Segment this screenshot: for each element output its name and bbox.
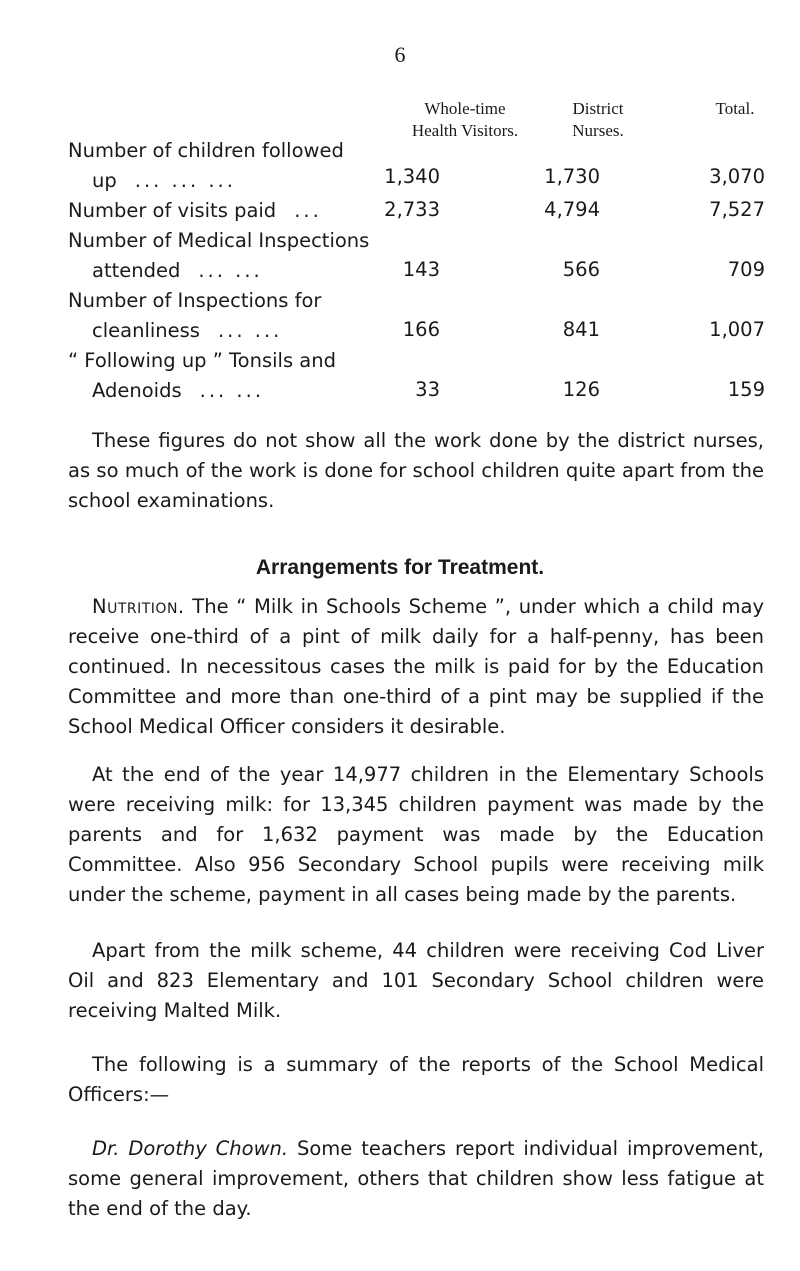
row-label-line: Number of Inspections for bbox=[68, 289, 322, 312]
column-header-line: Health Visitors. bbox=[411, 121, 519, 140]
column-header-line: Whole-time bbox=[424, 99, 506, 118]
table-row-label bbox=[68, 286, 321, 346]
table-cell: 1,730 bbox=[544, 165, 600, 188]
table-cell: 841 bbox=[562, 318, 600, 341]
row-label-line: “ Following up ” Tonsils and bbox=[68, 349, 336, 372]
report-author: Dr. Dorothy Chown. bbox=[92, 1137, 289, 1160]
nutrition-paragraph bbox=[68, 592, 764, 742]
table-cell: 143 bbox=[402, 258, 440, 281]
nutrition-text: The “ Milk in Schools Scheme ”, under which a child may receive one-third of a pint of milk daily for a half-penny, has been continued. In necessitous cases the milk is paid for by the Education Committee and more than one-third of a pint may be supplied if the School Medical Officer considers it desirable. bbox=[68, 595, 764, 738]
table-row-label bbox=[68, 136, 344, 196]
cod-liver-oil-paragraph: Apart from the milk scheme, 44 children were receiving Cod Liver Oil and 823 Elementary and 101 Secondary School children were receiving Malted Milk. bbox=[68, 939, 764, 1022]
nutrition-lead: Nutrition. bbox=[92, 595, 185, 618]
row-label-line: Adenoids ... ... bbox=[92, 379, 265, 402]
table-cell: 2,733 bbox=[384, 198, 440, 221]
summary-intro-paragraph: The following is a summary of the reports of the School Medical Officers:— bbox=[68, 1053, 764, 1106]
row-label-line: Number of visits paid ... bbox=[68, 199, 322, 222]
row-label-line: attended ... ... bbox=[92, 259, 263, 282]
row-label-line: up ... ... ... bbox=[92, 169, 236, 192]
row-label-line: Number of children followed bbox=[68, 139, 344, 162]
section-heading: Arrangements for Treatment. bbox=[255, 556, 545, 579]
column-header-line: District bbox=[572, 99, 624, 118]
column-header-line: Nurses. bbox=[572, 121, 624, 140]
table-row-label bbox=[68, 226, 369, 286]
milk-paragraph: At the end of the year 14,977 children in the Elementary Schools were receiving milk: for 13,345 children payment was made by the parents and for 1,632 payment was made by the Education Committee. Also 956 Secondary School pupils were receiving milk under the scheme, payment in all cases being made by the parents. bbox=[68, 763, 764, 906]
column-header-line: Total. bbox=[715, 99, 755, 118]
page-number: 6 bbox=[394, 42, 406, 67]
table-cell: 709 bbox=[727, 258, 765, 281]
column-header-district-nurses bbox=[548, 98, 648, 142]
column-header-total bbox=[700, 98, 770, 120]
report-paragraph bbox=[68, 1134, 764, 1224]
report-text: Some teachers report individual improvement, some general improvement, others that children show less fatigue at the end of the day. bbox=[68, 1137, 764, 1220]
table-cell: 1,007 bbox=[709, 318, 765, 341]
table-cell: 1,340 bbox=[384, 165, 440, 188]
table-cell: 166 bbox=[402, 318, 440, 341]
table-row-label bbox=[68, 196, 322, 226]
table-cell: 566 bbox=[562, 258, 600, 281]
table-cell: 3,070 bbox=[709, 165, 765, 188]
table-cell: 7,527 bbox=[709, 198, 765, 221]
table-row-label bbox=[68, 346, 336, 406]
intro-paragraph: These figures do not show all the work done by the district nurses, as so much of the work is done for school children quite apart from the school examinations. bbox=[68, 429, 764, 512]
table-cell: 159 bbox=[727, 378, 765, 401]
row-label-line: Number of Medical Inspections bbox=[68, 229, 370, 252]
table-cell: 33 bbox=[415, 378, 440, 401]
row-label-line: cleanliness ... ... bbox=[92, 319, 283, 342]
table-cell: 4,794 bbox=[544, 198, 600, 221]
table-cell: 126 bbox=[562, 378, 600, 401]
column-header-health-visitors bbox=[385, 98, 545, 142]
